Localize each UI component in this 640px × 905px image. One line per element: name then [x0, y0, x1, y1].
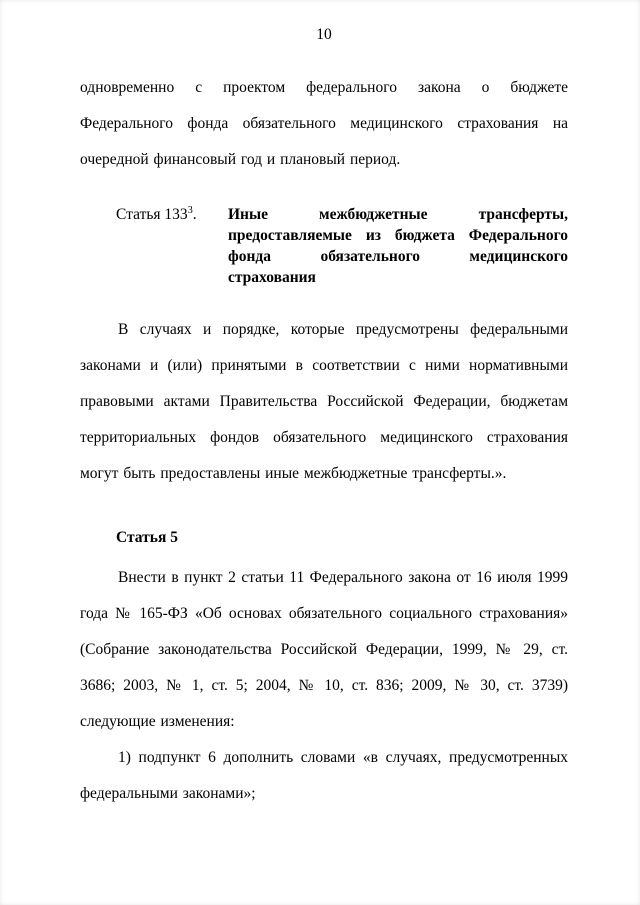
page-number: 10 [316, 26, 332, 43]
article-5-heading: Статья 5 [116, 529, 178, 546]
article-133-title: Иные межбюджетные трансферты, предоставляемые из бюджета Федерального фонда обязательного медицинского страхования [228, 206, 568, 286]
paragraph-article-133-body: В случаях и порядке, которые предусмотрены федеральными законами и (или) принятыми в соответствии с ними нормативными правовыми актами Правительства Российской Федерации, бюджетам территориальных фондов обязательного медицинского страхования могут быть предоставлены иные межбюджетные трансферты.». [80, 321, 568, 482]
paragraph-article-5-body: Внести в пункт 2 статьи 11 Федерального закона от 16 июля 1999 года № 165-ФЗ «Об основах обязательного социального страхования» (Собрание законодательства Российской Федерации, 1999, № 29, ст. 3686; 2003, № 1, ст. 5; 2004, № 10, ст. 836; 2009, № 30, ст. 3739) следующие изменения: [80, 569, 568, 730]
article-133-label-text: Статья 133 [116, 206, 188, 223]
article-133-superscript: 3 [187, 204, 193, 216]
paragraph-continuation: одновременно с проектом федерального закона о бюджете Федерального фонда обязательного медицинского страхования на очередной финансовый год и плановый период. [80, 79, 568, 168]
paragraph-subitem-1: 1) подпункт 6 дополнить словами «в случаях, предусмотренных федеральными законами»; [80, 749, 568, 802]
article-133-label [116, 204, 228, 288]
article-133-heading [116, 204, 568, 288]
article-133-label-punct: . [192, 206, 197, 223]
